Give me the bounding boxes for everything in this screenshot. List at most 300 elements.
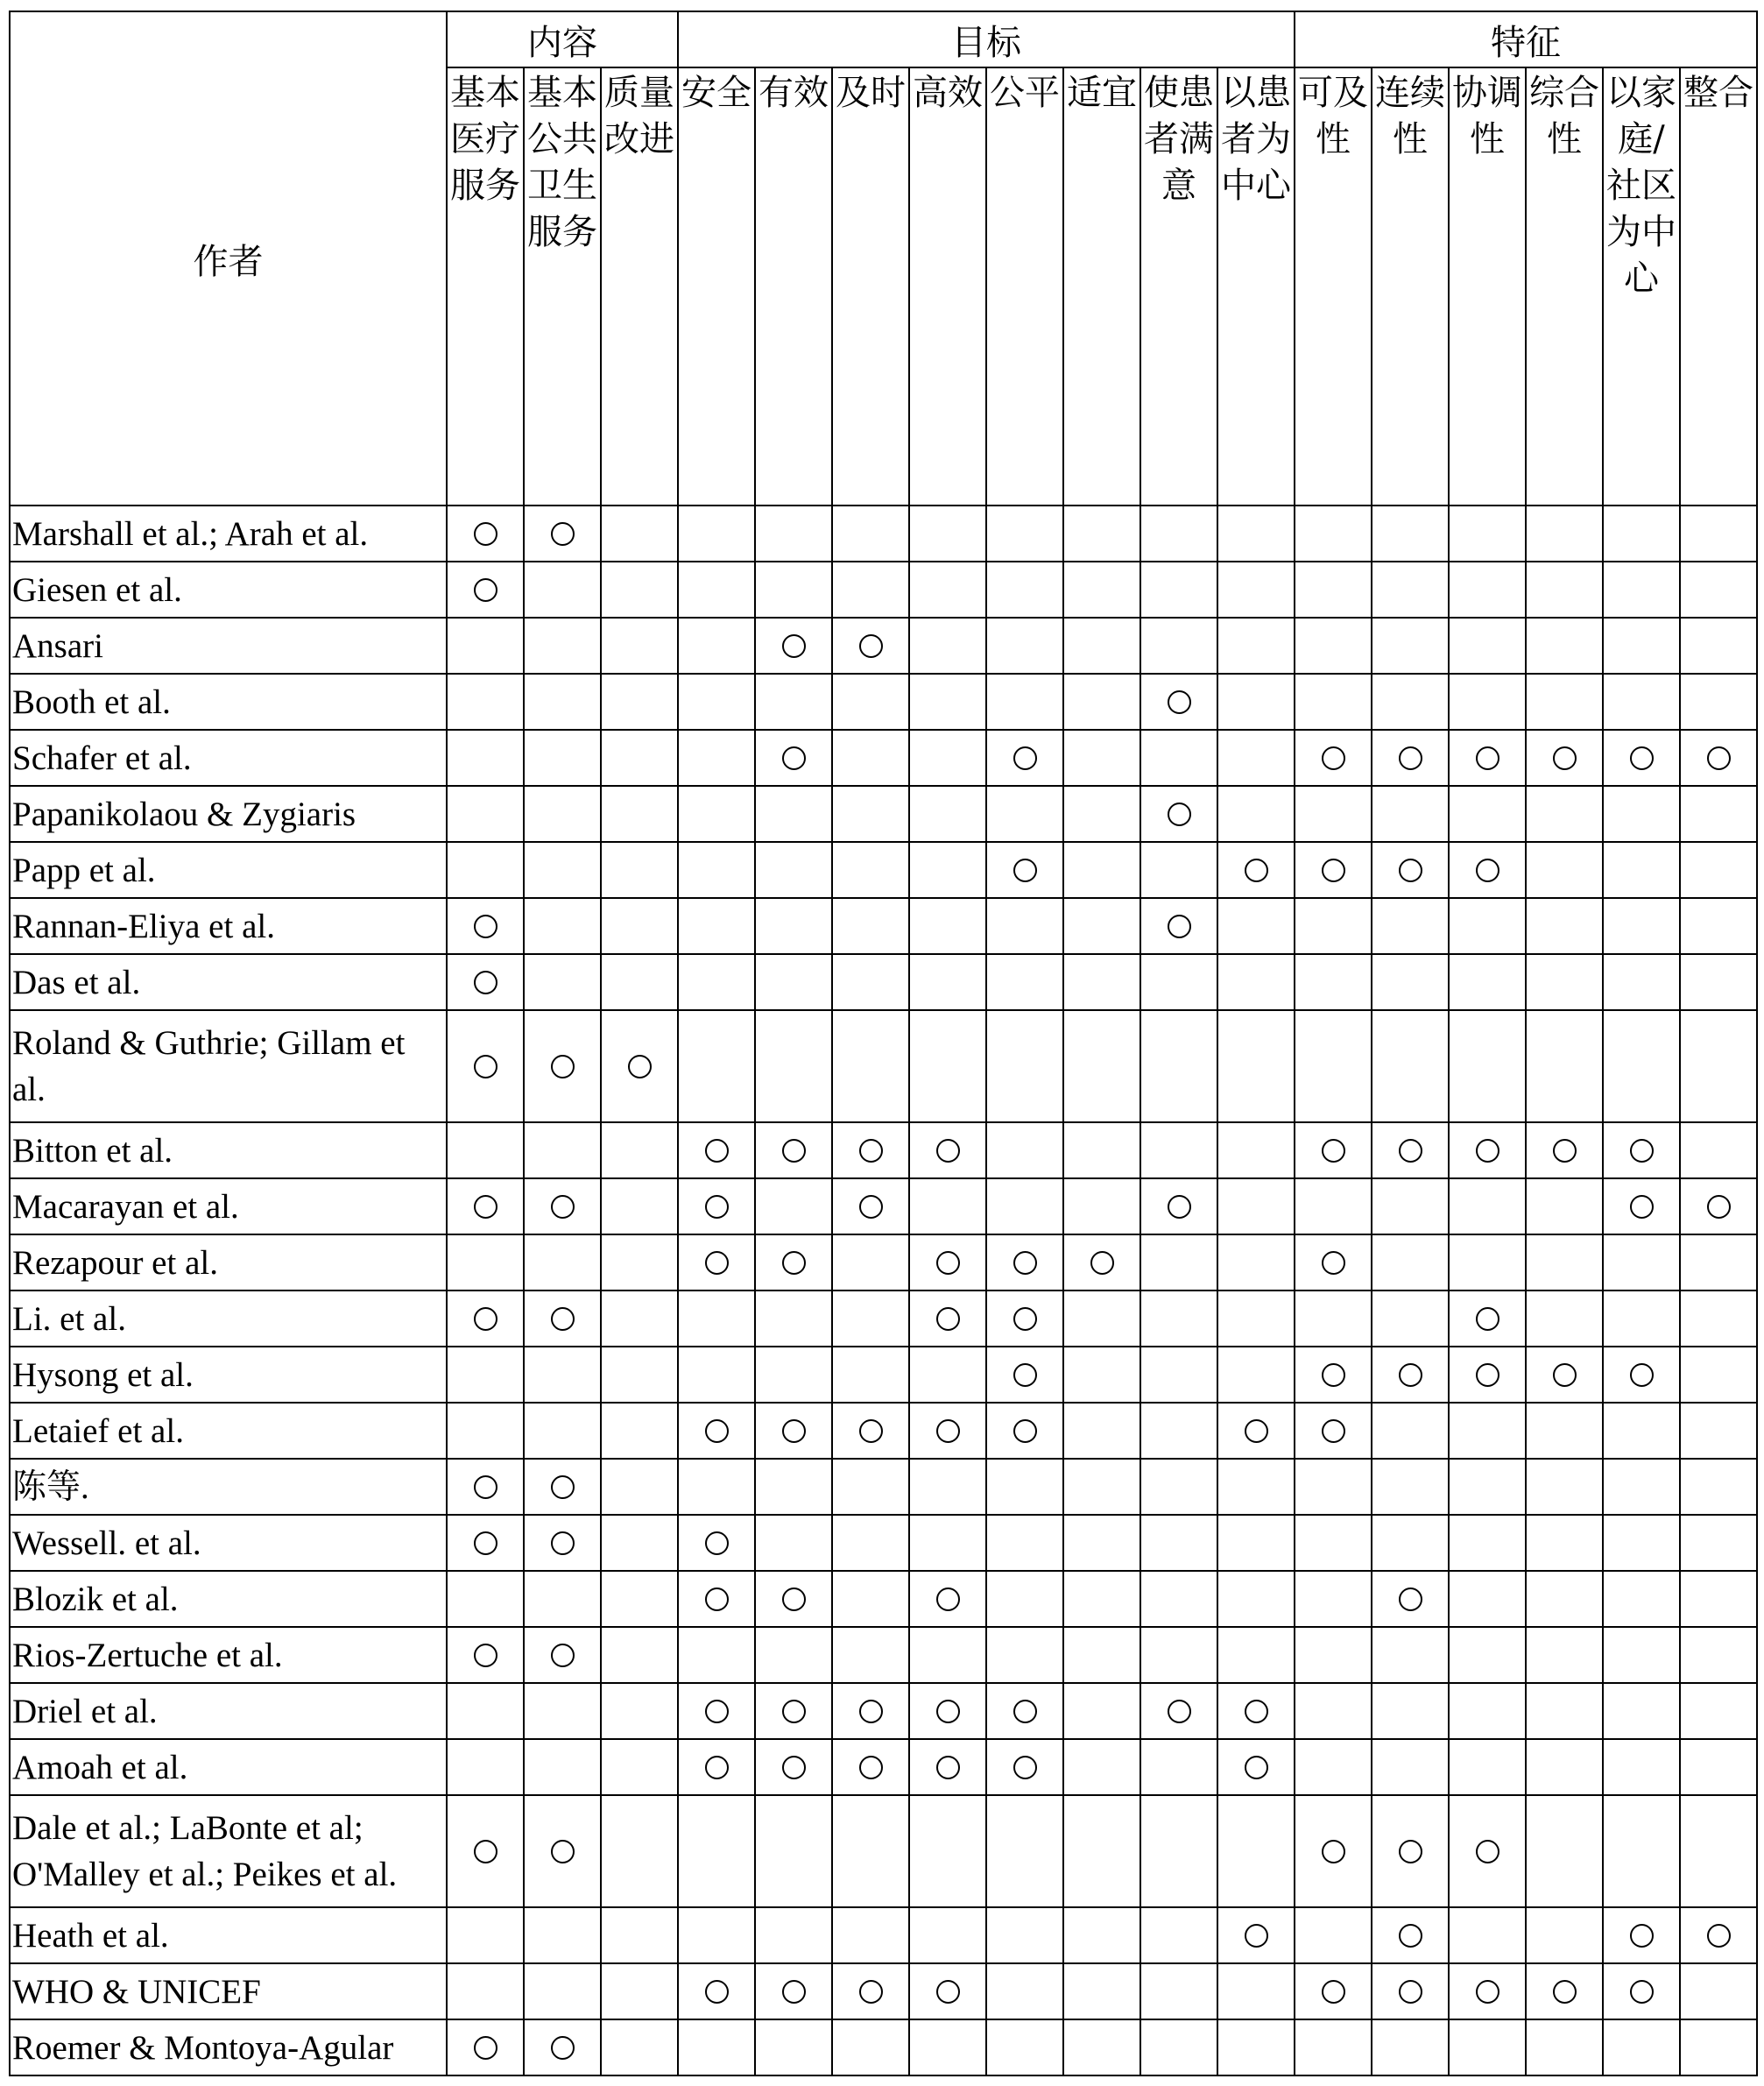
circle-mark-icon: [1630, 1924, 1654, 1948]
criterion-cell: [1217, 1515, 1295, 1571]
criterion-cell: [1140, 1459, 1217, 1515]
circle-mark-icon: [936, 1980, 960, 2004]
circle-mark-icon: [1630, 1195, 1654, 1219]
criterion-cell: [1372, 842, 1449, 898]
column-header: [986, 67, 1063, 506]
author-cell: Roemer & Montoya-Agular: [10, 2019, 447, 2075]
criterion-cell: [524, 674, 601, 730]
criterion-cell: [1680, 1010, 1757, 1122]
criterion-cell: [909, 1795, 986, 1907]
circle-mark-icon: [1399, 1363, 1422, 1387]
circle-mark-icon: [1630, 1139, 1654, 1163]
criterion-cell: [1063, 674, 1140, 730]
circle-mark-icon: [1245, 1924, 1268, 1948]
column-header: [1526, 67, 1603, 506]
criterion-cell: [601, 1795, 678, 1907]
table-row: [10, 1290, 1757, 1347]
criterion-cell: [986, 1683, 1063, 1739]
column-header-label: 以家庭/社区为中心: [1606, 73, 1676, 299]
criterion-cell: [1603, 1739, 1680, 1795]
criterion-cell: [1372, 898, 1449, 954]
criterion-cell: [1603, 1795, 1680, 1907]
circle-mark-icon: [782, 746, 806, 770]
criterion-cell: [909, 1403, 986, 1459]
criterion-cell: [447, 1739, 524, 1795]
criterion-cell: [447, 1963, 524, 2019]
criterion-cell: [909, 842, 986, 898]
criterion-cell: [832, 1683, 909, 1739]
criterion-cell: [1063, 1515, 1140, 1571]
circle-mark-icon: [1245, 1700, 1268, 1723]
circle-mark-icon: [1168, 803, 1191, 826]
criterion-cell: [909, 674, 986, 730]
criterion-cell: [1140, 1347, 1217, 1403]
circle-mark-icon: [936, 1587, 960, 1611]
column-header: [1372, 67, 1449, 506]
criterion-cell: [1449, 1683, 1526, 1739]
criterion-cell: [1680, 1627, 1757, 1683]
criterion-cell: [601, 1683, 678, 1739]
column-header-label: 基本医疗服务: [450, 73, 520, 206]
circle-mark-icon: [936, 1700, 960, 1723]
circle-mark-icon: [551, 522, 575, 546]
criterion-cell: [447, 1459, 524, 1515]
author-cell: Rannan-Eliya et al.: [10, 898, 447, 954]
author-cell: Letaief et al.: [10, 1403, 447, 1459]
criterion-cell: [1063, 1010, 1140, 1122]
circle-mark-icon: [705, 1531, 729, 1555]
table-row: [10, 618, 1757, 674]
circle-mark-icon: [936, 1419, 960, 1443]
criterion-cell: [1603, 1178, 1680, 1234]
criterion-cell: [678, 1683, 755, 1739]
circle-mark-icon: [859, 634, 883, 658]
criterion-cell: [755, 1403, 832, 1459]
criterion-cell: [1295, 506, 1372, 562]
criterion-cell: [601, 1571, 678, 1627]
criterion-cell: [986, 1963, 1063, 2019]
criterion-cell: [1217, 1795, 1295, 1907]
circle-mark-icon: [705, 1756, 729, 1779]
table-row: [10, 1178, 1757, 1234]
criterion-cell: [1603, 674, 1680, 730]
criterion-cell: [755, 1178, 832, 1234]
column-header-label: 及时: [836, 73, 906, 113]
circle-mark-icon: [936, 1756, 960, 1779]
column-header: [524, 67, 601, 506]
criterion-cell: [832, 1459, 909, 1515]
criterion-cell: [524, 618, 601, 674]
criterion-cell: [832, 954, 909, 1010]
circle-mark-icon: [1476, 1980, 1499, 2004]
criterion-cell: [1680, 1571, 1757, 1627]
circle-mark-icon: [859, 1139, 883, 1163]
criterion-cell: [1449, 1795, 1526, 1907]
criterion-cell: [755, 618, 832, 674]
criterion-cell: [601, 1122, 678, 1178]
criterion-cell: [832, 1010, 909, 1122]
criterion-cell: [1140, 618, 1217, 674]
column-header: [447, 67, 524, 506]
evaluation-framework-table: [9, 11, 1758, 2076]
column-header-label: 以患者为中心: [1221, 73, 1291, 206]
criterion-cell: [1063, 562, 1140, 618]
criterion-cell: [832, 1347, 909, 1403]
criterion-cell: [1295, 898, 1372, 954]
criterion-cell: [1217, 842, 1295, 898]
author-cell: Wessell. et al.: [10, 1515, 447, 1571]
column-header-label: 整合: [1683, 73, 1753, 113]
column-header-label: 综合性: [1529, 73, 1599, 159]
circle-mark-icon: [1245, 1756, 1268, 1779]
circle-mark-icon: [1322, 1980, 1345, 2004]
author-column-header: 作者: [10, 11, 447, 506]
criterion-cell: [909, 1683, 986, 1739]
criterion-cell: [1526, 2019, 1603, 2075]
criterion-cell: [909, 1234, 986, 1290]
criterion-cell: [1449, 1403, 1526, 1459]
group-header-0: 内容: [447, 11, 678, 67]
criterion-cell: [524, 1683, 601, 1739]
criterion-cell: [1372, 674, 1449, 730]
circle-mark-icon: [1553, 1363, 1577, 1387]
criterion-cell: [1140, 2019, 1217, 2075]
circle-mark-icon: [1476, 859, 1499, 882]
criterion-cell: [447, 786, 524, 842]
criterion-cell: [1140, 1290, 1217, 1347]
circle-mark-icon: [1322, 1840, 1345, 1863]
criterion-cell: [1295, 1290, 1372, 1347]
circle-mark-icon: [1322, 1139, 1345, 1163]
criterion-cell: [832, 2019, 909, 2075]
criterion-cell: [1295, 1010, 1372, 1122]
criterion-cell: [909, 618, 986, 674]
criterion-cell: [1295, 1234, 1372, 1290]
criterion-cell: [755, 1347, 832, 1403]
criterion-cell: [1449, 506, 1526, 562]
circle-mark-icon: [705, 1195, 729, 1219]
circle-mark-icon: [705, 1251, 729, 1275]
criterion-cell: [755, 1515, 832, 1571]
author-cell: Blozik et al.: [10, 1571, 447, 1627]
criterion-cell: [986, 506, 1063, 562]
criterion-cell: [986, 954, 1063, 1010]
criterion-cell: [1603, 786, 1680, 842]
criterion-cell: [986, 1010, 1063, 1122]
criterion-cell: [1449, 618, 1526, 674]
criterion-cell: [601, 506, 678, 562]
criterion-cell: [1603, 842, 1680, 898]
circle-mark-icon: [705, 1587, 729, 1611]
criterion-cell: [1680, 842, 1757, 898]
criterion-cell: [447, 1347, 524, 1403]
column-header: [1217, 67, 1295, 506]
table-row: [10, 2019, 1757, 2075]
criterion-cell: [1526, 1739, 1603, 1795]
criterion-cell: [1680, 898, 1757, 954]
criterion-cell: [1372, 1571, 1449, 1627]
criterion-cell: [524, 1459, 601, 1515]
author-cell: Bitton et al.: [10, 1122, 447, 1178]
table-row: [10, 674, 1757, 730]
author-cell: Dale et al.; LaBonte et al; O'Malley et al.; Peikes et al.: [10, 1795, 447, 1907]
criterion-cell: [1526, 1234, 1603, 1290]
criterion-cell: [1449, 730, 1526, 786]
circle-mark-icon: [474, 1307, 497, 1331]
circle-mark-icon: [1707, 1924, 1731, 1948]
criterion-cell: [1295, 1963, 1372, 2019]
circle-mark-icon: [859, 1419, 883, 1443]
criterion-cell: [1680, 1683, 1757, 1739]
criterion-cell: [832, 1571, 909, 1627]
criterion-cell: [832, 1907, 909, 1963]
criterion-cell: [1372, 1627, 1449, 1683]
author-cell: Heath et al.: [10, 1907, 447, 1963]
criterion-cell: [1449, 1290, 1526, 1347]
criterion-cell: [1295, 730, 1372, 786]
column-header: [1603, 67, 1680, 506]
circle-mark-icon: [1013, 1756, 1037, 1779]
table-row: [10, 730, 1757, 786]
criterion-cell: [1217, 1963, 1295, 2019]
criterion-cell: [678, 1515, 755, 1571]
criterion-cell: [1295, 1627, 1372, 1683]
column-header: [1063, 67, 1140, 506]
circle-mark-icon: [936, 1139, 960, 1163]
criterion-cell: [678, 842, 755, 898]
criterion-cell: [832, 618, 909, 674]
criterion-cell: [1217, 898, 1295, 954]
criterion-cell: [1140, 842, 1217, 898]
criterion-cell: [986, 618, 1063, 674]
criterion-cell: [1526, 1347, 1603, 1403]
criterion-cell: [601, 1347, 678, 1403]
criterion-cell: [1295, 1347, 1372, 1403]
circle-mark-icon: [705, 1139, 729, 1163]
criterion-cell: [909, 1010, 986, 1122]
criterion-cell: [1217, 1010, 1295, 1122]
criterion-cell: [755, 786, 832, 842]
criterion-cell: [678, 2019, 755, 2075]
criterion-cell: [524, 1907, 601, 1963]
group-header-1: 目标: [678, 11, 1295, 67]
author-cell: Marshall et al.; Arah et al.: [10, 506, 447, 562]
author-cell: Papanikolaou & Zygiaris: [10, 786, 447, 842]
author-cell: Li. et al.: [10, 1290, 447, 1347]
circle-mark-icon: [705, 1419, 729, 1443]
column-header-label: 质量改进: [604, 73, 674, 159]
table-row: [10, 1515, 1757, 1571]
circle-mark-icon: [551, 1195, 575, 1219]
criterion-cell: [755, 2019, 832, 2075]
criterion-cell: [1603, 618, 1680, 674]
criterion-cell: [1372, 1795, 1449, 1907]
criterion-cell: [1140, 786, 1217, 842]
criterion-cell: [1063, 1178, 1140, 1234]
circle-mark-icon: [551, 1644, 575, 1667]
table-row: [10, 898, 1757, 954]
criterion-cell: [986, 786, 1063, 842]
criterion-cell: [1140, 674, 1217, 730]
criterion-cell: [1372, 730, 1449, 786]
criterion-cell: [524, 1403, 601, 1459]
criterion-cell: [1063, 842, 1140, 898]
circle-mark-icon: [1322, 859, 1345, 882]
criterion-cell: [832, 1739, 909, 1795]
author-cell: Hysong et al.: [10, 1347, 447, 1403]
criterion-cell: [1063, 1907, 1140, 1963]
criterion-cell: [1603, 2019, 1680, 2075]
criterion-cell: [909, 1459, 986, 1515]
criterion-cell: [1526, 1290, 1603, 1347]
author-cell: Driel et al.: [10, 1683, 447, 1739]
criterion-cell: [755, 1010, 832, 1122]
criterion-cell: [832, 1178, 909, 1234]
circle-mark-icon: [1322, 1363, 1345, 1387]
criterion-cell: [601, 1739, 678, 1795]
criterion-cell: [909, 1515, 986, 1571]
criterion-cell: [447, 1122, 524, 1178]
criterion-cell: [1063, 1571, 1140, 1627]
criterion-cell: [1680, 730, 1757, 786]
criterion-cell: [1217, 2019, 1295, 2075]
criterion-cell: [1603, 898, 1680, 954]
criterion-cell: [832, 842, 909, 898]
table-row: [10, 1907, 1757, 1963]
criterion-cell: [909, 730, 986, 786]
criterion-cell: [1526, 1683, 1603, 1739]
criterion-cell: [678, 1963, 755, 2019]
criterion-cell: [1140, 1907, 1217, 1963]
circle-mark-icon: [474, 2036, 497, 2060]
criterion-cell: [524, 730, 601, 786]
criterion-cell: [909, 506, 986, 562]
circle-mark-icon: [1013, 1363, 1037, 1387]
circle-mark-icon: [936, 1307, 960, 1331]
criterion-cell: [909, 1571, 986, 1627]
criterion-cell: [755, 1907, 832, 1963]
author-cell: Rezapour et al.: [10, 1234, 447, 1290]
criterion-cell: [1295, 1178, 1372, 1234]
column-header-label: 连续性: [1375, 73, 1445, 159]
criterion-cell: [1449, 674, 1526, 730]
criterion-cell: [1063, 1739, 1140, 1795]
criterion-cell: [755, 1963, 832, 2019]
circle-mark-icon: [782, 1419, 806, 1443]
criterion-cell: [1449, 786, 1526, 842]
criterion-cell: [1140, 954, 1217, 1010]
criterion-cell: [1680, 1515, 1757, 1571]
criterion-cell: [601, 842, 678, 898]
circle-mark-icon: [551, 1475, 575, 1499]
criterion-cell: [832, 506, 909, 562]
criterion-cell: [1063, 786, 1140, 842]
criterion-cell: [1140, 1627, 1217, 1683]
criterion-cell: [1526, 618, 1603, 674]
criterion-cell: [524, 786, 601, 842]
criterion-cell: [755, 842, 832, 898]
table-row: [10, 1459, 1757, 1515]
criterion-cell: [1449, 898, 1526, 954]
criterion-cell: [678, 1347, 755, 1403]
criterion-cell: [1603, 1571, 1680, 1627]
criterion-cell: [524, 562, 601, 618]
criterion-cell: [1526, 954, 1603, 1010]
criterion-cell: [909, 1907, 986, 1963]
criterion-cell: [1372, 1403, 1449, 1459]
circle-mark-icon: [705, 1980, 729, 2004]
criterion-cell: [1217, 786, 1295, 842]
criterion-cell: [678, 954, 755, 1010]
criterion-cell: [524, 1178, 601, 1234]
criterion-cell: [986, 1234, 1063, 1290]
circle-mark-icon: [551, 2036, 575, 2060]
criterion-cell: [1217, 730, 1295, 786]
criterion-cell: [1680, 562, 1757, 618]
criterion-cell: [832, 1795, 909, 1907]
criterion-cell: [678, 618, 755, 674]
circle-mark-icon: [628, 1055, 652, 1078]
criterion-cell: [1449, 1122, 1526, 1178]
circle-mark-icon: [551, 1307, 575, 1331]
circle-mark-icon: [1013, 1419, 1037, 1443]
criterion-cell: [1063, 1683, 1140, 1739]
circle-mark-icon: [859, 1195, 883, 1219]
circle-mark-icon: [782, 1980, 806, 2004]
criterion-cell: [1680, 1234, 1757, 1290]
criterion-cell: [1680, 1122, 1757, 1178]
criterion-cell: [678, 506, 755, 562]
criterion-cell: [1295, 954, 1372, 1010]
criterion-cell: [909, 1627, 986, 1683]
circle-mark-icon: [1322, 1419, 1345, 1443]
circle-mark-icon: [782, 1139, 806, 1163]
criterion-cell: [601, 1627, 678, 1683]
criterion-cell: [1680, 954, 1757, 1010]
criterion-cell: [447, 618, 524, 674]
criterion-cell: [1680, 1739, 1757, 1795]
criterion-cell: [1449, 1627, 1526, 1683]
criterion-cell: [524, 1515, 601, 1571]
criterion-cell: [755, 562, 832, 618]
criterion-cell: [601, 1515, 678, 1571]
criterion-cell: [1680, 674, 1757, 730]
circle-mark-icon: [1322, 1251, 1345, 1275]
circle-mark-icon: [474, 1475, 497, 1499]
criterion-cell: [447, 2019, 524, 2075]
circle-mark-icon: [1322, 746, 1345, 770]
criterion-cell: [909, 1178, 986, 1234]
circle-mark-icon: [936, 1251, 960, 1275]
criterion-cell: [755, 954, 832, 1010]
criterion-cell: [601, 1403, 678, 1459]
circle-mark-icon: [551, 1055, 575, 1078]
circle-mark-icon: [1476, 1840, 1499, 1863]
criterion-cell: [986, 842, 1063, 898]
criterion-cell: [1603, 1290, 1680, 1347]
criterion-cell: [1140, 1739, 1217, 1795]
author-cell: Rios-Zertuche et al.: [10, 1627, 447, 1683]
circle-mark-icon: [1168, 1195, 1191, 1219]
criterion-cell: [832, 562, 909, 618]
criterion-cell: [909, 1963, 986, 2019]
column-header-label: 有效: [759, 73, 829, 113]
circle-mark-icon: [1399, 1924, 1422, 1948]
criterion-cell: [755, 898, 832, 954]
criterion-cell: [447, 506, 524, 562]
circle-mark-icon: [474, 578, 497, 602]
circle-mark-icon: [1399, 1980, 1422, 2004]
